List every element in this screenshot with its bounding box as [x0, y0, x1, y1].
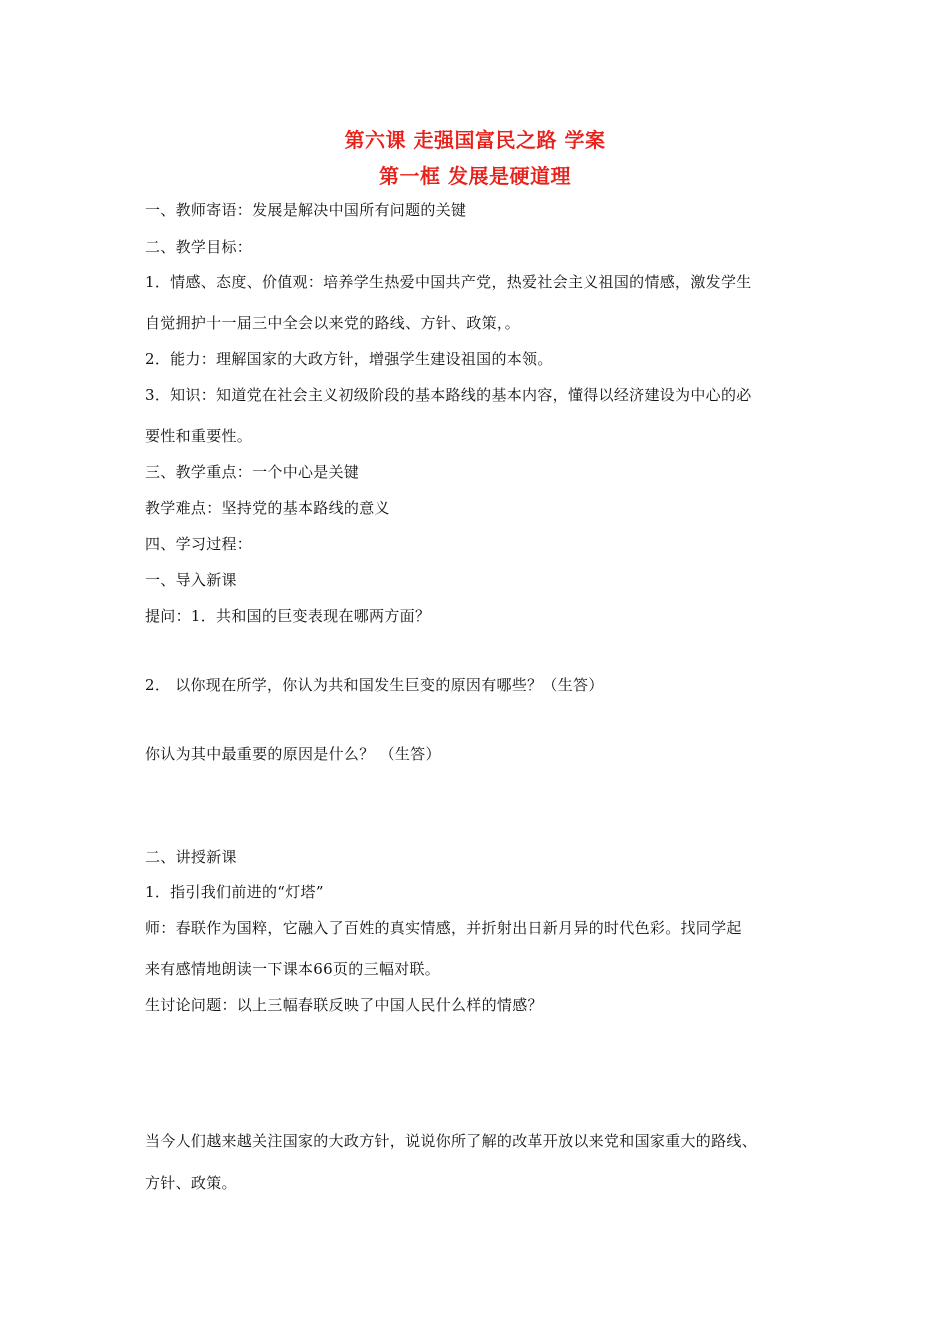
objective-emotion-line-1: 1．情感、态度、价值观：培养学生热爱中国共产党，热爱社会主义祖国的情感，激发学生 — [145, 273, 752, 291]
question-2-line: 2． 以你现在所学，你认为共和国发生巨变的原因有哪些？（生答） — [145, 676, 604, 694]
policy-question-line-1: 当今人们越来越关注国家的大政方针，说说你所了解的改革开放以来党和国家重大的路线、 — [145, 1132, 758, 1150]
section-title: 第一框 发展是硬道理 — [379, 164, 571, 188]
difficult-point-line: 教学难点：坚持党的基本路线的意义 — [145, 499, 390, 517]
objectives-heading: 二、教学目标： — [145, 238, 253, 256]
objective-ability-line: 2．能力：理解国家的大政方针，增强学生建设祖国的本领。 — [145, 350, 553, 368]
teacher-message-line: 一、教师寄语：发展是解决中国所有问题的关键 — [145, 201, 467, 219]
question-3-line: 你认为其中最重要的原因是什么？ （生答） — [145, 745, 441, 763]
policy-question-line-2: 方针、政策。 — [145, 1174, 237, 1192]
objective-knowledge-line-1: 3．知识：知道党在社会主义初级阶段的基本路线的基本内容，懂得以经济建设为中心的必 — [145, 386, 752, 404]
lighthouse-heading: 1．指引我们前进的“灯塔” — [145, 883, 324, 901]
lesson-title: 第六课 走强国富民之路 学案 — [344, 128, 606, 152]
key-point-line: 三、教学重点：一个中心是关键 — [145, 463, 360, 481]
question-1-line: 提问：1．共和国的巨变表现在哪两方面？ — [145, 607, 431, 625]
teacher-couplet-line-2: 来有感情地朗读一下课本66页的三幅对联。 — [145, 960, 441, 978]
objective-emotion-line-2: 自觉拥护十一届三中全会以来党的路线、方针、政策，。 — [145, 314, 521, 332]
teacher-couplet-line-1: 师：春联作为国粹，它融入了百姓的真实情感，并折射出日新月异的时代色彩。找同学起 — [145, 919, 742, 937]
new-lesson-heading: 二、讲授新课 — [145, 848, 237, 866]
intro-heading: 一、导入新课 — [145, 571, 237, 589]
student-discussion-line: 生讨论问题：以上三幅春联反映了中国人民什么样的情感？ — [145, 996, 543, 1014]
objective-knowledge-line-2: 要性和重要性。 — [145, 427, 253, 445]
learning-process-heading: 四、学习过程： — [145, 535, 253, 553]
